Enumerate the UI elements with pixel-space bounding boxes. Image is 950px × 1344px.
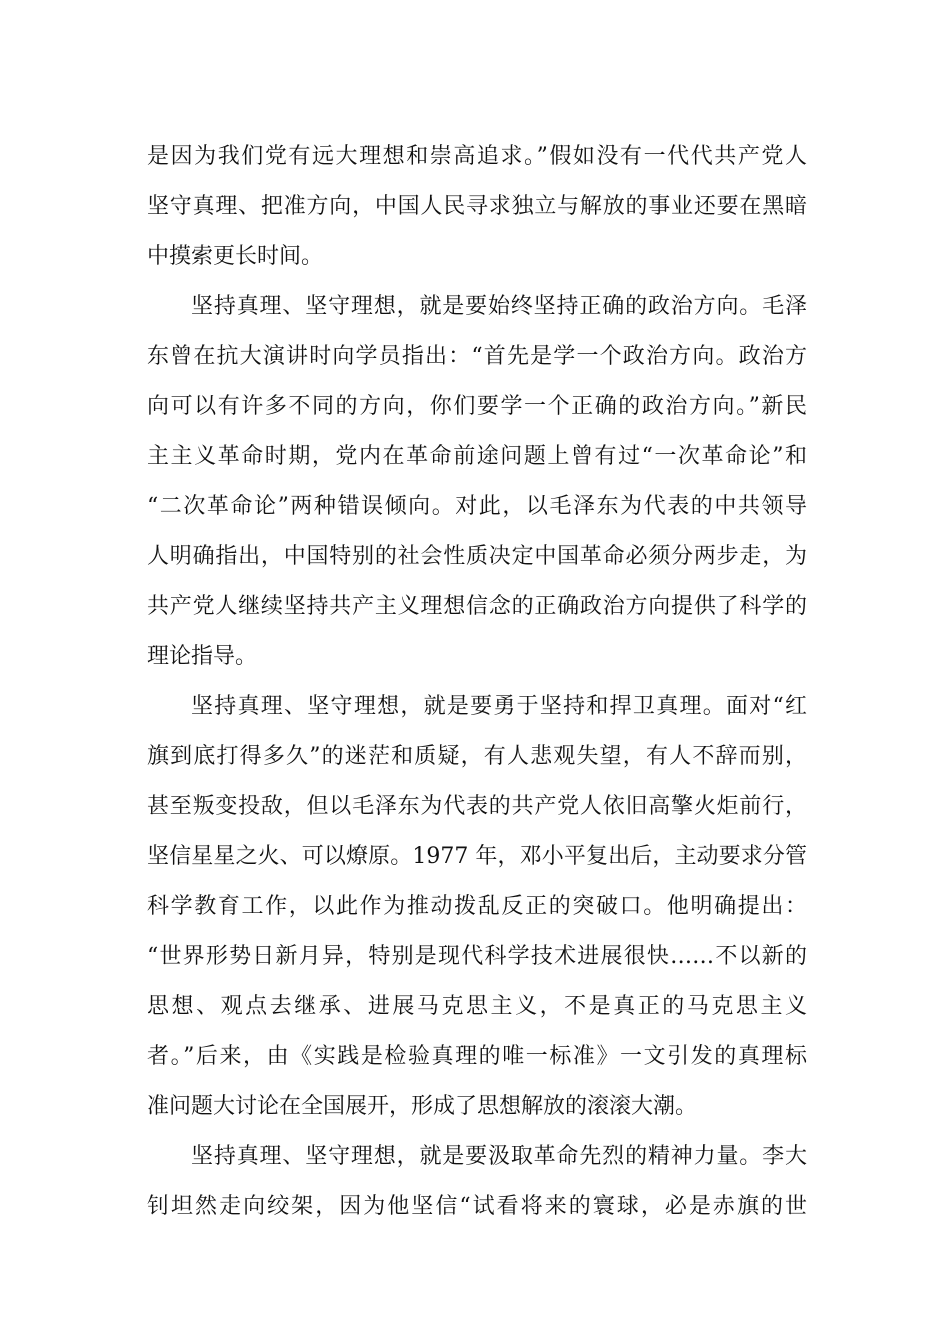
- text-line: 中摸索更长时间。: [147, 244, 324, 269]
- paragraph-first-line: 坚持真理、坚守理想，就是要勇于坚持和捍卫真理。面对“红: [191, 694, 807, 719]
- paragraph-first-line: 坚持真理、坚守理想，就是要始终坚持正确的政治方向。毛泽: [191, 294, 807, 319]
- text-line: 坚守真理、把准方向，中国人民寻求独立与解放的事业还要在黑暗: [147, 194, 807, 219]
- text-line: 旗到底打得多久”的迷茫和质疑，有人悲观失望，有人不辞而别，: [147, 744, 807, 769]
- text-line: 甚至叛变投敌，但以毛泽东为代表的共产党人依旧高擎火炬前行，: [147, 794, 807, 819]
- text-line: 共产党人继续坚持共产主义理想信念的正确政治方向提供了科学的: [147, 594, 807, 619]
- text-line: 者。”后来，由《实践是检验真理的唯一标准》一文引发的真理标: [147, 1044, 807, 1069]
- text-line: 钊坦然走向绞架，因为他坚信“试看将来的寰球，必是赤旗的世: [147, 1194, 807, 1219]
- text-line: “世界形势日新月异，特别是现代科学技术进展很快……不以新的: [147, 944, 807, 969]
- text-line: 科学教育工作，以此作为推动拨乱反正的突破口。他明确提出：: [147, 894, 807, 919]
- paragraph-first-line: 坚持真理、坚守理想，就是要汲取革命先烈的精神力量。李大: [191, 1144, 807, 1169]
- text-line: 准问题大讨论在全国展开，形成了思想解放的滚滚大潮。: [147, 1094, 698, 1119]
- text-line: 人明确指出，中国特别的社会性质决定中国革命必须分两步走，为: [147, 544, 807, 569]
- text-line: 向可以有许多不同的方向，你们要学一个正确的政治方向。”新民: [147, 394, 807, 419]
- text-line: 坚信星星之火、可以燎原。1977 年，邓小平复出后，主动要求分管: [147, 844, 807, 869]
- text-line: 思想、观点去继承、进展马克思主义，不是真正的马克思主义: [147, 994, 807, 1019]
- text-line: “二次革命论”两种错误倾向。对此，以毛泽东为代表的中共领导: [147, 494, 807, 519]
- text-line: 主主义革命时期，党内在革命前途问题上曾有过“一次革命论”和: [147, 444, 807, 469]
- text-line: 东曾在抗大演讲时向学员指出：“首先是学一个政治方向。政治方: [147, 344, 807, 369]
- text-line: 理论指导。: [147, 644, 258, 669]
- text-line: 是因为我们党有远大理想和崇高追求。”假如没有一代代共产党人: [147, 144, 807, 169]
- document-body: [147, 132, 807, 1232]
